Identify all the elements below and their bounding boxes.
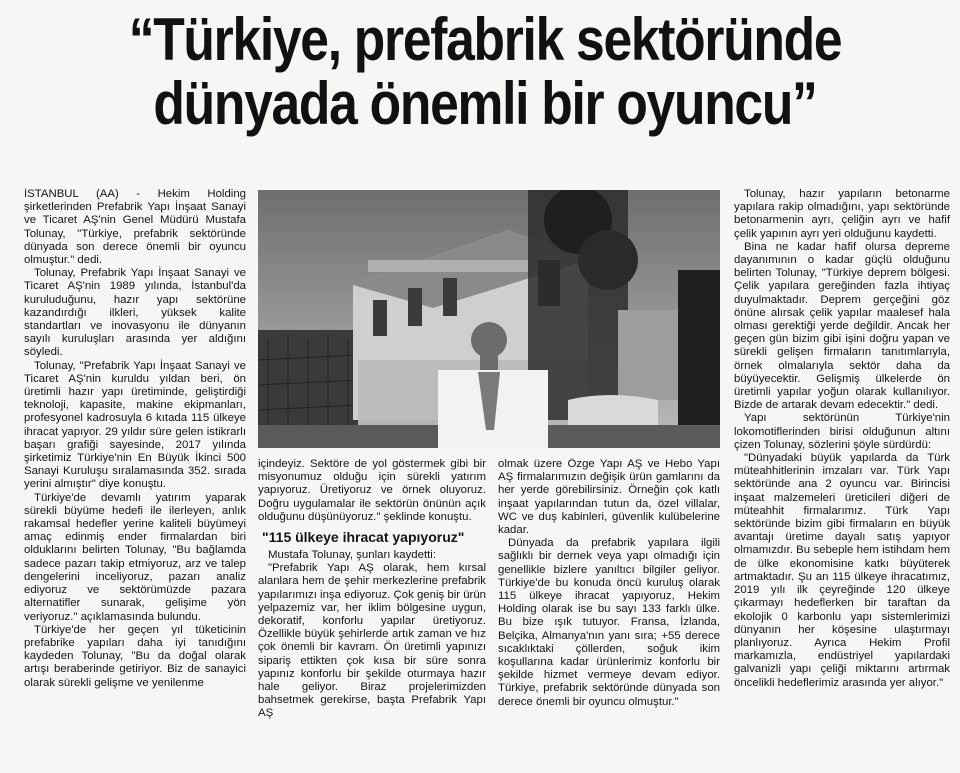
headline-line-2: dünyada önemli bir oyuncu” — [153, 70, 817, 137]
paragraph: Mustafa Tolunay, şunları kaydetti: — [268, 549, 436, 562]
paragraph: Yapı sektörünün Türkiye'nin lokomotiflerinden birisi olduğunun altını çizen Tolunay, sözlerini şöyle sürdürdü: — [734, 412, 950, 451]
villa-photo-illustration — [258, 190, 720, 448]
paragraph: Türkiye'de devamlı yatırım yaparak sürekli büyüme hedefi ile ilerleyen, anlık rakamsal hedefler yerine kaliteli büyümeyi amaç edinmiş ender firmalardan biri olduklarını belirten Tolunay, "Bu bağlamda sadece pazarı takip etmiyoruz, arz ve talep dengelerini inceliyoruz, pazarı analiz ediyoruz ve sektörümüzde pazara alternatifler sunarak, gelişime yön veriyoruz." açıklamasında bulundu. — [24, 491, 246, 623]
paragraph: Bina ne kadar hafif olursa depreme dayanımının o kadar güçlü olduğunu belirten Tolunay, "Türkiye deprem bölgesi. Çelik yapılara gereğinden fazla ihtiyaç duyulmaktadır. Deprem gerçeğini göz önüne alırsak çelik yapılar maalesef hala olması gerektiği yerde değildir. Ancak her geçen gün bizim gibi işini doğru yapan ve sürekli gelişen firmaların tanıtımlarıyla, örnek olmalarıyla sektör daha da büyüyecektir. Gelişmiş ülkelerde ön üretimli yapılar yoğun olarak kullanılıyor. Bizde de artarak devam edecektir." dedi. — [734, 240, 950, 412]
headline-line-1: “Türkiye, prefabrik sektöründe — [128, 6, 842, 73]
column-3 — [498, 458, 720, 768]
article-photo — [258, 190, 720, 448]
paragraph: Tolunay, Prefabrik Yapı İnşaat Sanayi ve Ticaret AŞ'nin 1989 yılında, İstanbul'da kuruluduğunu, hazır yapı sektörüne kazandırdığı ilkleri, yüksek kalite standartları ve inovasyonu ile dünyanın sayılı kuruluşları arasında yer aldığını söyledi. — [24, 267, 246, 359]
paragraph: olmak üzere Özge Yapı AŞ ve Hebo Yapı AŞ firmalarımızın değişik ürün gamlarını da her yerde görebilirsiniz. Örneğin çok katlı inşaat yapılarından tutun da, özel villalar, WC ve duş kabinleri, güvenlik kulübelerine kadar. — [498, 458, 720, 537]
column-4 — [734, 188, 950, 768]
paragraph: İSTANBUL (AA) - Hekim Holding şirketlerinden Prefabrik Yapı İnşaat Sanayi ve Ticaret AŞ'nin Genel Müdürü Mustafa Tolunay, "Türkiye, prefabrik sektöründe dünyada son derece önemli bir oyuncu olmuştur." dedi. — [24, 188, 246, 267]
column-1 — [24, 188, 246, 768]
paragraph: "Dünyadaki büyük yapılarda da Türk müteahhitlerinin imzaları var. Türk Yapı sektöründe ana 2 oyuncu var. Birincisi inşaat malzemeleri üreticileri diğeri de müteahhit firmalarımız. Türk Yapı sektöründe bizim gibi firmaların en büyük avantajı üretime dayalı satış yapıyor olmamızdır. Bu sebeple hem istihdam hem de ülke ekonomisine katkı büyüterek artmaktadır. Şu an 115 ülkeye ihracatımız, 2019 yılı ilk çeyreğinde 120 ülkeye çıkarmayı hedeflerken bir taraftan da ekolojik 0 karbonlu yapı sistemlerimizi dünyanın her köşesine ulaştırmayı planlıyoruz. Ayrıca Hekim Profil markamızla, endüstriyel yapılardaki galvanizli yapı çeliği miktarını artırmak öncelikli hedeflerimiz arasında yer alıyor." — [734, 452, 950, 689]
headline — [85, 8, 885, 136]
paragraph: Dünyada da prefabrik yapılara ilgili sağlıklı bir dernek veya yapı olmadığı için genellikle bizlere yanıltıcı bilgiler geliyor. Türkiye'de bu konuda öncü kuruluş olarak 115 ülkeye ihracat yapıyoruz, Hekim Holding olarak ise bu sayı 133 farklı ülke. Bu bize ışık tutuyor. Fransa, İzlanda, Belçika, Almanya'nın yanı sıra; +55 derece sıcaklıktaki çöllerden, soğuk ikim koşullarına kadar ürünlerimiz konforlu bir şekilde hizmet vermeye devam ediyor. Türkiye, prefabrik sektöründe dünyada son derece önemli bir oyuncu olmuştur." — [498, 537, 720, 708]
subheading: "115 ülkeye ihracat yapıyoruz" — [262, 529, 465, 546]
paragraph: "Prefabrik Yapı AŞ olarak, hem kırsal alanlara hem de şehir merkezlerine prefabrik yapılarımızı inşa ediyoruz. Çok geniş bir ürün yelpazemiz var, her iklim bölgesine uygun, dekoratif, konforlu yapılar üretiyoruz. Özellikle büyük şehirlerde artık zaman ve hız çok önemli bir kavram. Ön üretimli yapınızı sipariş ettikten çok kısa bir süre sonra yapınız konforlu bir şekilde oturmaya hazır hale geliyor. Biraz projelerimizden bahsetmek gerekirse, başta Prefabrik Yapı AŞ — [258, 562, 486, 720]
paragraph: Türkiye'de her geçen yıl tüketicinin prefabrike yapıları daha iyi tanıdığını kaydeden Tolunay, "Bu da doğal olarak artışı beraberinde getiriyor. Biz de sanayici olarak sürekli gelişme ve yenilenme — [24, 623, 246, 689]
paragraph: içindeyiz. Sektöre de yol göstermek gibi bir misyonumuz olduğu için sürekli yatırım yapıyoruz. Üretiyoruz ve örnek oluyoruz. Doğru uygulamalar ile sektörün önünün açık olduğunu düşünüyoruz." şeklinde konuştu. — [258, 458, 486, 523]
column-2 — [258, 458, 486, 768]
paragraph: Tolunay, hazır yapıların betonarme yapılara rakip olmadığını, yapı sektöründe betonarmenin ayrı, çeliğin ayrı ve hafif çelik yapının ayrı yeri olduğunu kaydetti. — [734, 188, 950, 240]
paragraph: Tolunay, "Prefabrik Yapı İnşaat Sanayi ve Ticaret AŞ'nin kuruldu yıldan beri, ön üretimli hazır yapı üretiminde, geliştirdiği teknoloji, kapasite, makine ekipmanları, profesyonel kadrosuyla 6 kıtada 115 ülkeye ihracat yapıyor. 29 yıldır süre gelen istikrarlı başarı grafiği sayesinde, 2017 yılında şirketimiz Türkiye'nin En Büyük İkinci 500 Sanayi Kuruluşu sıralamasında 352. sırada yerini almıştır" diye konuştu. — [24, 359, 246, 491]
